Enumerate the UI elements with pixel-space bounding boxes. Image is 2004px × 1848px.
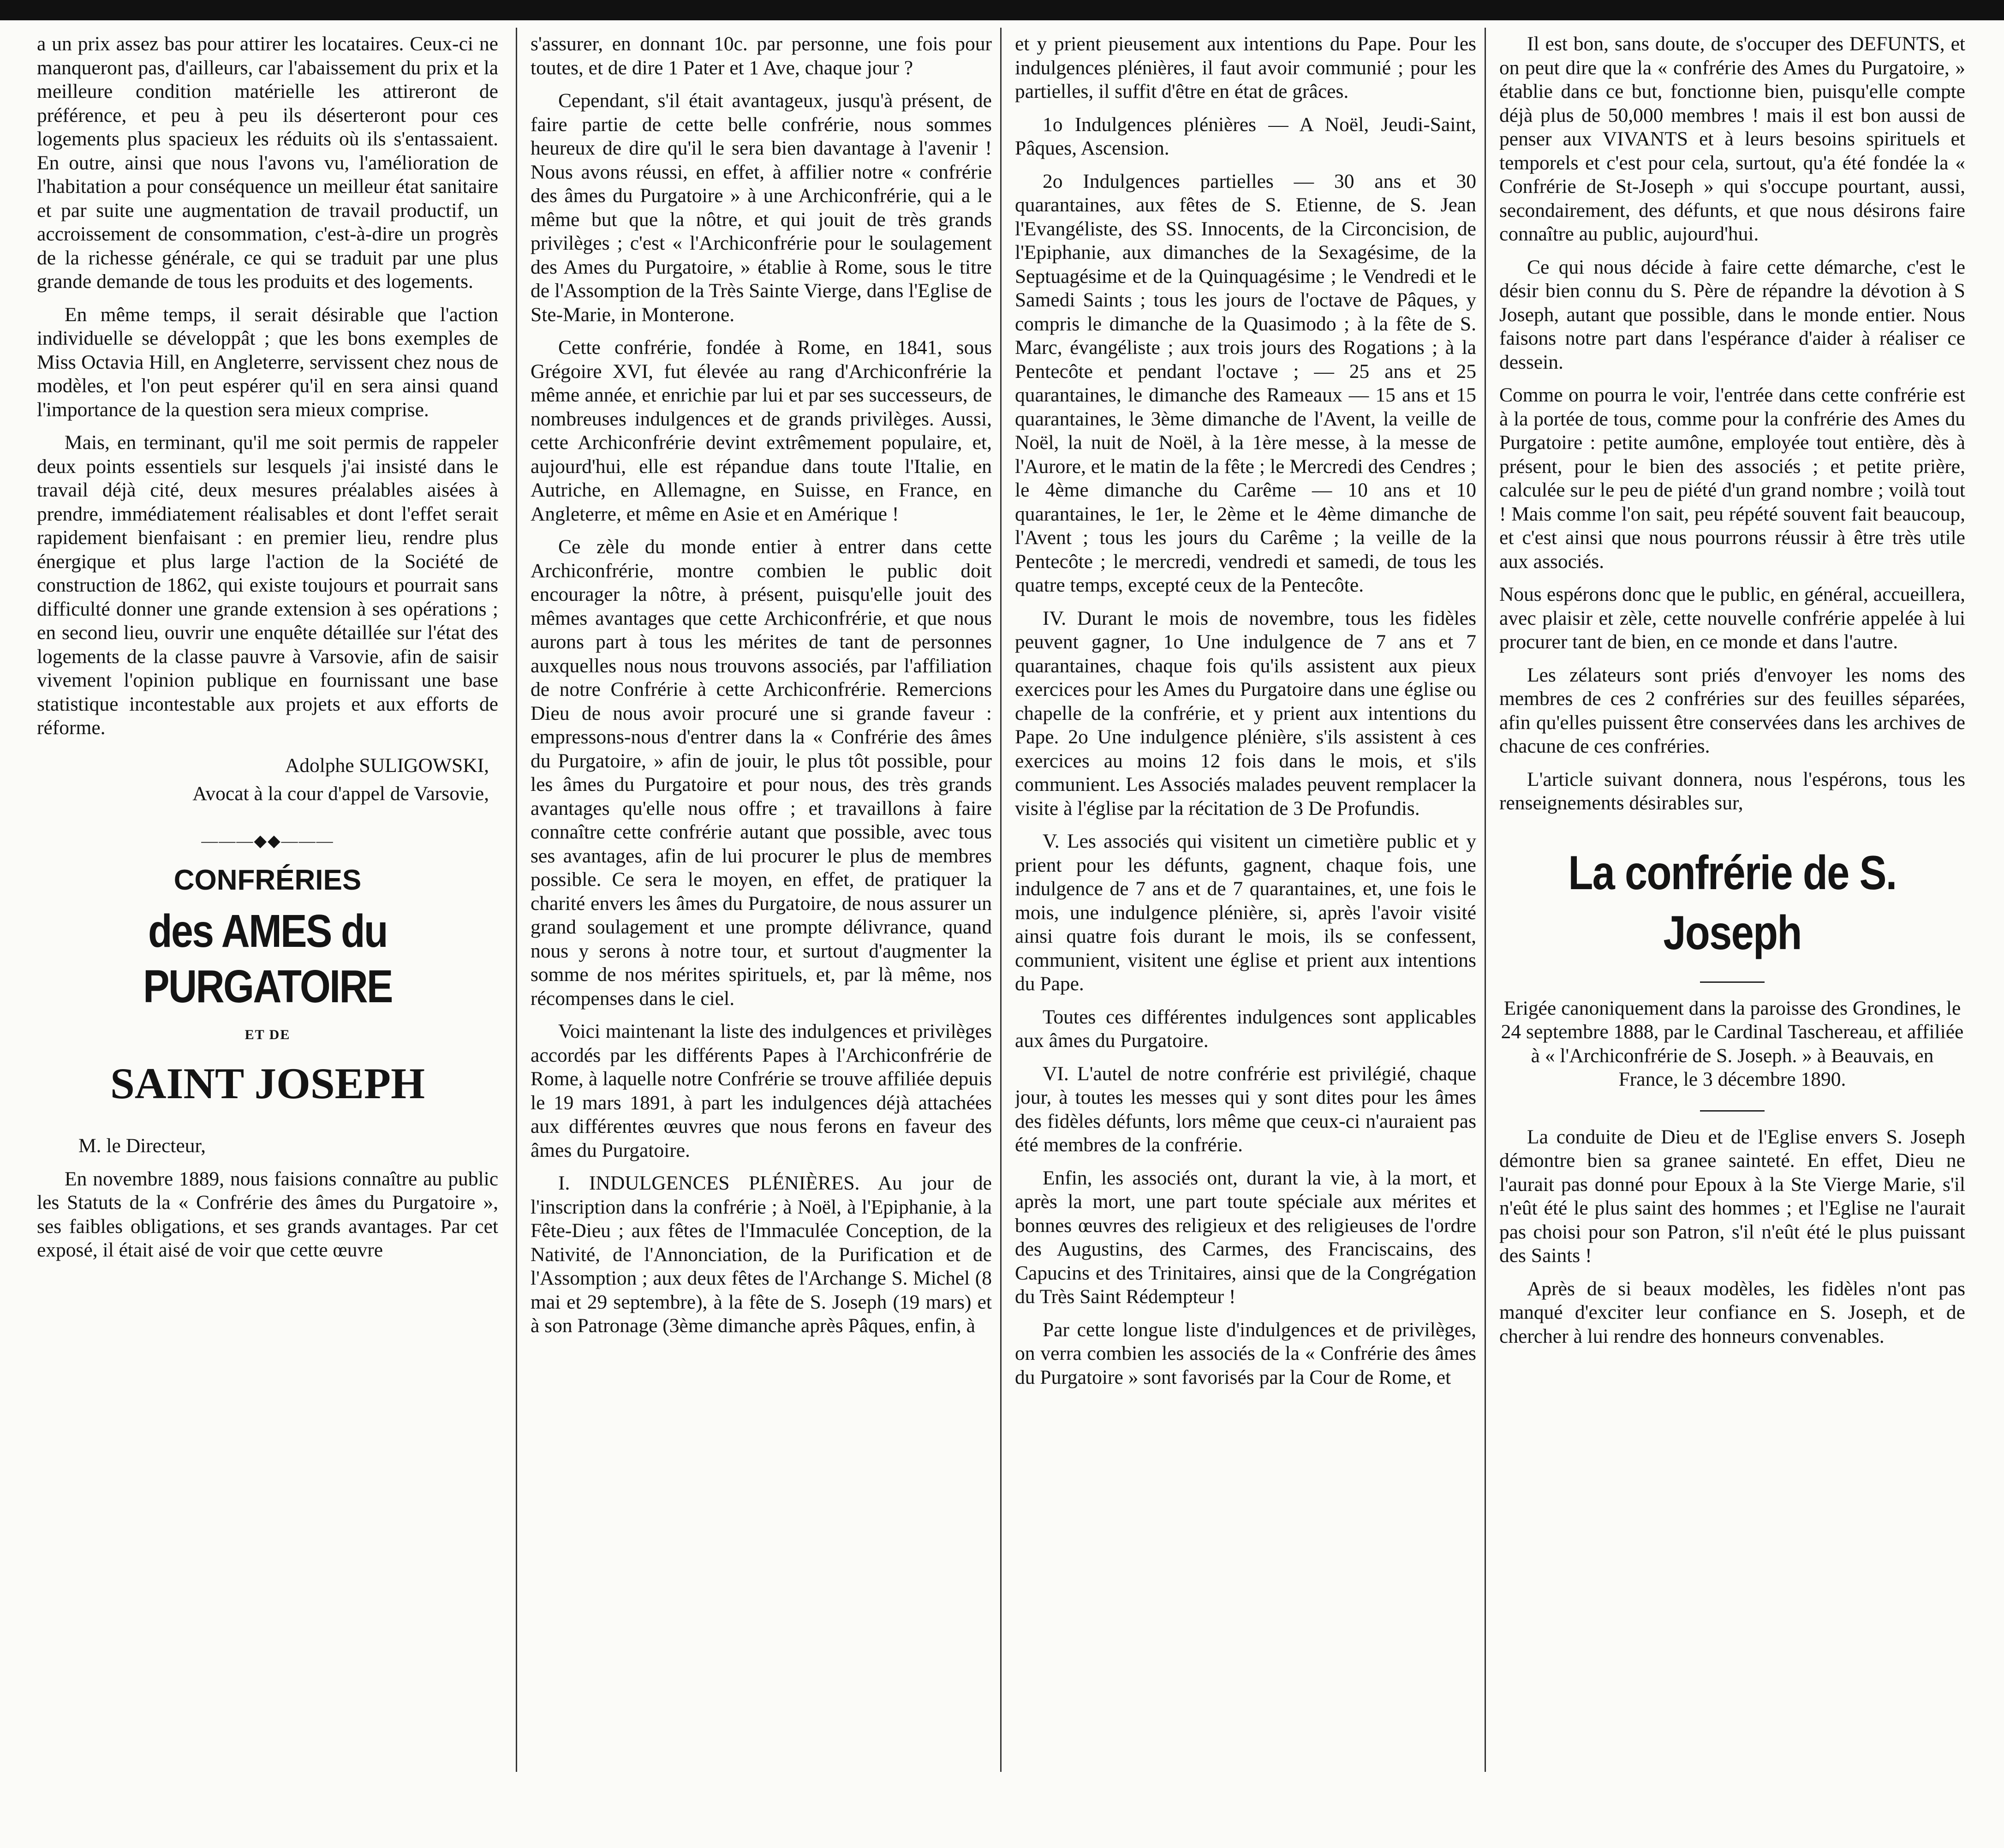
paragraph: s'assurer, en donnant 10c. par personne, une fois pour toutes, et de dire 1 Pater et 1 Ave, chaque jour ?	[531, 33, 992, 79]
divider	[1700, 1110, 1765, 1112]
paragraph: a un prix assez bas pour attirer les locataires. Ceux-ci ne manqueront pas, d'ailleurs, car l'abaissement du prix et la meilleure condition matérielle les attireront de préférence, et peu à peu ils déserteront pour ces logements plus spacieux les réduits où ils s'entassaient. En outre, ainsi que nous l'avons vu, l'amélioration de l'habitation a pour conséquence un meilleur état sanitaire et par suite une augmentation de travail productif, un accroissement de consommation, c'est-à-dire un progrès de la richesse générale, ce qui se traduit par une plus grande demande de tous les produits et des logements.	[37, 33, 498, 293]
paragraph: Cependant, s'il était avantageux, jusqu'à présent, de faire partie de cette belle confrérie, nous sommes heureux de dire qu'il le sera bien davantage à l'avenir ! Nous avons réussi, en effet, à affilier notre « confrérie des âmes du Purgatoire » à une Archiconfrérie, qui a le même but que la nôtre, et qui jouit de très grands privilèges ; c'est « l'Archiconfrérie pour le soulagement des Ames du Purgatoire, » établie à Rome, sous le titre de l'Assomption de la Très Sainte Vierge, dans l'Eglise de Ste-Marie, in Monterone.	[531, 90, 992, 326]
author-title: Avocat à la cour d'appel de Varsovie,	[192, 783, 489, 805]
paragraph: Toutes ces différentes indulgences sont applicables aux âmes du Purgatoire.	[1015, 1005, 1476, 1052]
section-heading-connector: ET DE	[245, 1027, 291, 1042]
paragraph: En même temps, il serait désirable que l'action individuelle se développât ; que les bons exemples de Miss Octavia Hill, en Angleterre, servissent chez nous de modèles, et l'on peut espérer qu'il en sera ainsi quand l'importance de la question sera mieux comprise.	[37, 303, 498, 421]
section-heading: CONFRÉRIES	[173, 864, 362, 896]
paragraph: IV. Durant le mois de novembre, tous les fidèles peuvent gagner, 1o Une indulgence de 7 ans et 7 quarantaines, chaque fois qu'ils assistent aux pieux exercices pour les Ames du Purgatoire dans une église ou chapelle de la confrérie, et y prient aux intentions du Pape. 2o Une indulgence plénière, s'ils assistent à ces exercices au moins 12 fois dans le mois, et s'ils communient. Les Associés malades peuvent remplacer la visite à l'église par la récitation de 3 De Profundis.	[1015, 607, 1476, 819]
article-subtitle: Erigée canoniquement dans la paroisse des Grondines, le 24 septembre 1888, par le Cardinal Taschereau, et affiliée à « l'Archiconfrérie de S. Joseph. » à Beauvais, en France, le 3 décembre 1890.	[1501, 997, 1964, 1090]
column-3	[1015, 32, 1476, 1827]
paragraph: Par cette longue liste d'indulgences et de privilèges, on verra combien les associés de la « Confrérie des âmes du Purgatoire » sont favorisés par la Cour de Rome, et	[1015, 1318, 1476, 1388]
column-rule	[1485, 28, 1486, 1772]
paragraph: Ce zèle du monde entier à entrer dans cette Archiconfrérie, montre combien le public doit encourager la nôtre, à présent, puisqu'elle jouit des mêmes avantages que cette Archiconfrérie, et que nous aurons part à tous les mérites de tant de personnes auxquelles nous nous trouvons associés, par l'affiliation de notre Confrérie à cette Archiconfrérie. Remercions Dieu de nous avoir procuré une si grande faveur : empressons-nous d'entrer dans la « Confrérie des âmes du Purgatoire, » afin de jouir, le plus tôt possible, pour les âmes du Purgatoire et pour nous, des très grands avantages qu'elle nous offre ; et travaillons à faire connaître cette confrérie autant que possible, avec tous ses avantages, afin de lui procurer le plus de membres possible. Ce sera le moyen, en effet, de pratiquer la charité envers les âmes du Purgatoire, de nous assurer un grand soulagement et une prompte délivrance, quand nous y serons à notre tour, et surtout d'augmenter la somme de nos mérites spirituels, et, par là même, nos récompenses dans le ciel.	[531, 536, 992, 1010]
section-heading-saint-joseph: SAINT JOSEPH	[110, 1059, 425, 1108]
section-ornament: ———◆◆———	[201, 831, 334, 850]
paragraph: V. Les associés qui visitent un cimetière public et y prient pour les défunts, gagnent, chaque fois, une indulgence de 7 ans et de 7 quarantaines, et, une fois le mois, une indulgence plénière, si, après l'avoir visité ainsi quatre fois durant le mois, ils se confessent, communient, visitent une église et prient aux intentions du Pape.	[1015, 830, 1476, 995]
paragraph: VI. L'autel de notre confrérie est privilégié, chaque jour, à toutes les messes qui y sont dites pour les âmes des fidèles défunts, lors même que ceux-ci n'auraient pas été membres de la confrérie.	[1015, 1062, 1476, 1156]
top-border-bar	[0, 0, 2004, 20]
paragraph: Les zélateurs sont priés d'envoyer les noms des membres de ces 2 confréries sur des feuilles séparées, afin qu'elles puissent être conservées dans les archives de chacune de ces confréries.	[1499, 664, 1965, 757]
paragraph: 1o Indulgences plénières — A Noël, Jeudi-Saint, Pâques, Ascension.	[1015, 113, 1476, 159]
paragraph: En novembre 1889, nous faisions connaître au public les Statuts de la « Confrérie des âmes du Purgatoire », ses faibles obligations, et ses grands avantages. Par cet exposé, il était aisé de voir que cette œuvre	[37, 1167, 498, 1261]
column-rule	[516, 28, 517, 1772]
paragraph: Enfin, les associés ont, durant la vie, à la mort, et après la mort, une part toute spéciale aux mérites et bonnes œuvres des religieux et des religieuses de l'ordre des Augustins, des Carmes, des Franciscains, des Capucins et des Trinitaires, ainsi que de la Congrégation du Très Saint Rédempteur !	[1015, 1166, 1476, 1308]
section-heading-large: des AMES du PURGATOIRE	[143, 905, 392, 1012]
paragraph: Comme on pourra le voir, l'entrée dans cette confrérie est à la portée de tous, comme pour la confrérie des Ames du Purgatoire : petite aumône, employée tout entière, dès à présent, pour le bien des associés ; et petite prière, calculée sur le peu de piété d'un grand nombre ; voilà tout ! Mais comme l'on sait, peu répété souvent fait beaucoup, et c'est ainsi que nous pourrons réussir à être très utile aux associés.	[1499, 384, 1965, 573]
paragraph: et y prient pieusement aux intentions du Pape. Pour les indulgences plénières, il faut avoir communié ; pour les partielles, il suffit d'être en état de grâces.	[1015, 33, 1476, 102]
letter-salutation: M. le Directeur,	[78, 1135, 206, 1157]
paragraph: Mais, en terminant, qu'il me soit permis de rappeler deux points essentiels sur lesquels j'ai insisté dans le travail déjà cité, deux mesures préalables aisées à prendre, immédiatement réalisables et dont l'effet serait rapidement bienfaisant : en premier lieu, rendre plus énergique et plus large l'action de la Société de construction de 1862, qui existe toujours et pourrait sans difficulté donner une grande extension à ses opérations ; en second lieu, ouvrir une enquête détaillée sur l'état des logements de la classe pauvre à Varsovie, afin de saisir vivement l'opinion publique en fournissant une base statistique incontestable aux projets et aux efforts de réforme.	[37, 431, 498, 739]
paragraph: Après de si beaux modèles, les fidèles n'ont pas manqué d'exciter leur confiance en S. Joseph, et de chercher à lui rendre des honneurs convenables.	[1499, 1277, 1965, 1347]
paragraph: I. INDULGENCES PLÉNIÈRES. Au jour de l'inscription dans la confrérie ; à Noël, à l'Epiphanie, à la Fête-Dieu ; aux fêtes de l'Immaculée Conception, de la Nativité, de l'Annonciation, de la Purification et de l'Assomption ; aux deux fêtes de l'Archange S. Michel (8 mai et 29 septembre), à la fête de S. Joseph (19 mars) et à son Patronage (3ème dimanche après Pâques, enfin, à	[531, 1172, 992, 1337]
divider	[1700, 981, 1765, 983]
paragraph: La conduite de Dieu et de l'Eglise envers S. Joseph démontre bien sa granee sainteté. En effet, Dieu ne l'aurait pas donné pour Epoux à la Ste Vierge Marie, s'il n'eût été le plus saint des hommes ; et l'Eglise ne l'aurait pas choisi pour son Patron, s'il n'eût été le plus puissant des Saints !	[1499, 1125, 1965, 1267]
paragraph: Il est bon, sans doute, de s'occuper des DEFUNTS, et on peut dire que la « confrérie des Ames du Purgatoire, » établie dans ce but, fonctionne bien, puisqu'elle compte déjà plus de 50,000 membres ! mais il est bon aussi de penser aux VIVANTS et à leurs besoins spirituels et temporels et c'est pour cela, surtout, qu'a été fondée la « Confrérie de St-Joseph » qui s'occupe pourtant, aussi, secondairement, des défunts, et que nous désirons faire connaître au public, aujourd'hui.	[1499, 33, 1965, 245]
paragraph: 2o Indulgences partielles — 30 ans et 30 quarantaines, aux fêtes de S. Etienne, de S. Jean l'Evangéliste, des SS. Innocents, de la Circoncision, de l'Epiphanie, aux dimanches de la Sexagésime, de la Septuagésime et de la Quinquagésime ; le Vendredi et le Samedi Saints ; tous les jours de l'octave de Pâques, y compris le dimanche de la Quasimodo ; à la fête de S. Marc, évangéliste ; aux trois jours des Rogations ; à la Pentecôte et pendant l'octave ; — 25 ans et 25 quarantaines, le dimanche des Rameaux — 15 ans et 15 quarantaines, le 3ème dimanche de l'Avent, la veille de Noël, la nuit de Noël, à la 1ère messe, à la messe de l'Aurore, et le matin de la fête ; le Mercredi des Cendres ; le 4ème dimanche du Carême — 10 ans et 10 quarantaines, le 1er, le 2ème et le 4ème dimanche de l'Avent ; tous les jours du Carême ; la veille de la Pentecôte ; le mercredi, vendredi et samedi, de tous les quatre temps, excepté ceux de la Pentecôte.	[1015, 170, 1476, 596]
column-4	[1499, 32, 1965, 1827]
author-signature: Adolphe SULIGOWSKI,	[285, 754, 489, 777]
paragraph: Voici maintenant la liste des indulgences et privilèges accordés par les différents Papes à l'Archiconfrérie de Rome, à laquelle notre Confrérie se trouve affiliée depuis le 19 mars 1891, à part les indulgences déjà attachées aux différentes œuvres que nous ferons en faveur des âmes du Purgatoire.	[531, 1020, 992, 1161]
article-heading: La confrérie de S. Joseph	[1568, 846, 1897, 960]
paragraph: L'article suivant donnera, nous l'espérons, tous les renseignements désirables sur,	[1499, 768, 1965, 814]
column-2	[531, 32, 992, 1827]
column-1	[37, 32, 498, 1827]
paragraph: Nous espérons donc que le public, en général, accueillera, avec plaisir et zèle, cette nouvelle confrérie appelée à lui procurer tant de bien, en ce monde et dans l'autre.	[1499, 583, 1965, 653]
paragraph: Ce qui nous décide à faire cette démarche, c'est le désir bien connu du S. Père de répandre la dévotion à S Joseph, autant que possible, dans le monde entier. Nous faisons notre part dans l'espérance d'aider à réaliser ce dessein.	[1499, 256, 1965, 373]
paragraph: Cette confrérie, fondée à Rome, en 1841, sous Grégoire XVI, fut élevée au rang d'Archiconfrérie la même année, et enrichie par lui et par ses successeurs, de nombreuses indulgences et de grands privilèges. Aussi, cette Archiconfrérie devint extrêmement populaire, et, aujourd'hui, elle est répandue dans toute l'Italie, en Autriche, en Allemagne, en Suisse, en France, en Angleterre, et même en Asie et en Amérique !	[531, 336, 992, 525]
column-rule	[1000, 28, 1002, 1772]
